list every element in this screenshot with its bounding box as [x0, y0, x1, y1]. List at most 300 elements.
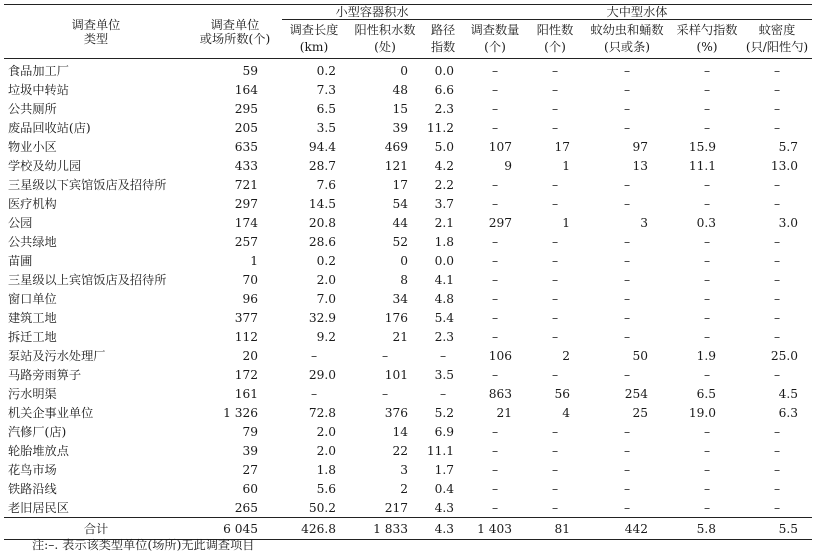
count-cell: 377 [234, 310, 258, 325]
water-count-cell: – [491, 500, 499, 515]
length-cell: 28.7 [308, 158, 336, 173]
length-cell: 32.9 [308, 310, 336, 325]
header-large-col [462, 20, 528, 59]
table-note: 注:–. 表示该类型单位(场所)无此调查项目 [32, 538, 255, 552]
table-body [4, 59, 812, 540]
count-cell: 27 [242, 462, 258, 477]
water-count-cell: – [491, 63, 499, 78]
header-large-col [582, 20, 672, 59]
header-col-text: 阳性积水数 (处) [354, 23, 416, 54]
header-small-col [282, 20, 346, 59]
positive-count-cell: – [551, 500, 559, 515]
count-cell: 70 [242, 272, 258, 287]
water-count-cell: 863 [488, 386, 512, 401]
length-cell: 28.6 [308, 234, 336, 249]
positive-water-cell: 376 [384, 405, 408, 420]
table-row [4, 99, 812, 118]
larva-count-cell: 3 [640, 215, 648, 230]
water-count-cell: – [491, 462, 499, 477]
table-row [4, 213, 812, 232]
mosquito-density-cell: – [773, 101, 781, 116]
larva-count-cell: – [623, 177, 631, 192]
positive-water-cell: 34 [392, 291, 408, 306]
length-cell: 2.0 [316, 272, 336, 287]
table-row [4, 403, 812, 422]
unit-type-cell: 马路旁雨箅子 [8, 367, 82, 382]
unit-type-cell: 机关企事业单位 [8, 405, 94, 420]
route-index-cell: 0.0 [434, 253, 454, 268]
count-cell: 721 [234, 177, 258, 192]
route-index-cell: 5.4 [434, 310, 454, 325]
positive-count-cell: 4 [562, 405, 570, 420]
unit-type-cell: 铁路沿线 [8, 481, 57, 496]
route-index-cell: – [439, 348, 447, 363]
mosquito-density-cell: – [773, 82, 781, 97]
mosquito-density-cell: – [773, 196, 781, 211]
table-row [4, 289, 812, 308]
water-count-cell: – [491, 120, 499, 135]
count-cell: 205 [234, 120, 258, 135]
water-count-cell: 21 [496, 405, 512, 420]
unit-type-cell: 合计 [4, 518, 188, 540]
unit-type-cell: 汽修厂(店) [8, 424, 67, 439]
length-cell: 2.0 [316, 443, 336, 458]
water-count-cell: 106 [488, 348, 512, 363]
positive-water-cell: 2 [400, 481, 408, 496]
length-cell: 0.2 [316, 63, 336, 78]
route-index-cell: 6.9 [434, 424, 454, 439]
water-count-cell: – [491, 443, 499, 458]
mosquito-density-cell: – [773, 291, 781, 306]
header-small-col [346, 20, 424, 59]
header-large-col [672, 20, 742, 59]
larva-count-cell: – [623, 196, 631, 211]
length-cell: 29.0 [308, 367, 336, 382]
water-count-cell: 297 [488, 215, 512, 230]
count-cell: 1 326 [223, 405, 258, 420]
length-cell: 50.2 [308, 500, 336, 515]
ladle-index-cell: – [703, 196, 711, 211]
water-count-cell: – [491, 82, 499, 97]
count-cell: 39 [242, 443, 258, 458]
route-index-cell: 5.0 [434, 139, 454, 154]
positive-water-cell: 3 [400, 462, 408, 477]
positive-water-cell: 217 [384, 500, 408, 515]
mosquito-density-cell: – [773, 329, 781, 344]
larva-count-cell: – [623, 462, 631, 477]
unit-type-cell: 物业小区 [8, 139, 57, 154]
water-count-cell: – [491, 101, 499, 116]
water-count-cell: – [491, 424, 499, 439]
header-col-text: 蚊幼虫和蛹数 (只或条) [590, 23, 664, 54]
unit-type-cell: 轮胎堆放点 [8, 443, 69, 458]
positive-count-cell: – [551, 234, 559, 249]
table-row [4, 479, 812, 498]
ladle-index-cell: – [703, 443, 711, 458]
header-col-text: 路径 指数 [430, 23, 456, 54]
mosquito-density-cell: – [773, 234, 781, 249]
water-count-cell: – [491, 253, 499, 268]
mosquito-density-cell: 5.5 [742, 518, 812, 540]
unit-type-cell: 食品加工厂 [8, 63, 69, 78]
ladle-index-cell: – [703, 272, 711, 287]
positive-count-cell: – [551, 177, 559, 192]
mosquito-density-cell: 6.3 [778, 405, 798, 420]
header-large-group: 大中型水体 [462, 5, 812, 20]
larva-count-cell: – [623, 329, 631, 344]
route-index-cell: 4.1 [434, 272, 454, 287]
positive-water-cell: 8 [400, 272, 408, 287]
count-cell: 20 [242, 348, 258, 363]
positive-count-cell: – [551, 462, 559, 477]
positive-count-cell: – [551, 82, 559, 97]
count-cell: 297 [234, 196, 258, 211]
positive-water-cell: 44 [392, 215, 408, 230]
table-row [4, 460, 812, 479]
larva-count-cell: – [623, 367, 631, 382]
table-row [4, 59, 812, 81]
positive-count-cell: – [551, 120, 559, 135]
larva-count-cell: – [623, 424, 631, 439]
route-index-cell: 3.5 [434, 367, 454, 382]
water-count-cell: 1 403 [462, 518, 528, 540]
positive-water-cell: 52 [392, 234, 408, 249]
positive-water-cell: 176 [384, 310, 408, 325]
water-count-cell: – [491, 367, 499, 382]
length-cell: 7.0 [316, 291, 336, 306]
ladle-index-cell: – [703, 329, 711, 344]
route-index-cell: 4.2 [434, 158, 454, 173]
mosquito-density-cell: 25.0 [770, 348, 798, 363]
mosquito-density-cell: – [773, 310, 781, 325]
mosquito-density-cell: – [773, 443, 781, 458]
ladle-index-cell: 19.0 [688, 405, 716, 420]
positive-water-cell: 121 [384, 158, 408, 173]
positive-water-cell: 21 [392, 329, 408, 344]
larva-count-cell: – [623, 101, 631, 116]
ladle-index-cell: – [703, 367, 711, 382]
count-cell: 433 [234, 158, 258, 173]
ladle-index-cell: – [703, 481, 711, 496]
route-index-cell: 11.1 [426, 443, 454, 458]
positive-water-cell: 17 [392, 177, 408, 192]
ladle-index-cell: 15.9 [688, 139, 716, 154]
length-cell: 2.0 [316, 424, 336, 439]
mosquito-density-cell: – [773, 424, 781, 439]
water-count-cell: – [491, 291, 499, 306]
larva-count-cell: – [623, 272, 631, 287]
header-large-col [742, 20, 812, 59]
larva-count-cell: – [623, 234, 631, 249]
larva-count-cell: – [623, 443, 631, 458]
table-row [4, 498, 812, 518]
route-index-cell: 0.4 [434, 481, 454, 496]
water-count-cell: 9 [504, 158, 512, 173]
ladle-index-cell: – [703, 424, 711, 439]
positive-water-cell: 101 [384, 367, 408, 382]
route-index-cell: 2.3 [434, 329, 454, 344]
water-count-cell: – [491, 234, 499, 249]
route-index-cell: 4.3 [434, 500, 454, 515]
larva-count-cell: 254 [624, 386, 648, 401]
count-cell: 172 [234, 367, 258, 382]
route-index-cell: 5.2 [434, 405, 454, 420]
ladle-index-cell: – [703, 63, 711, 78]
larva-count-cell: – [623, 500, 631, 515]
unit-type-cell: 医疗机构 [8, 196, 57, 211]
header-col-text: 调查数量 (个) [470, 23, 520, 54]
route-index-cell: 3.7 [434, 196, 454, 211]
count-cell: 6 045 [188, 518, 282, 540]
count-cell: 635 [234, 139, 258, 154]
route-index-cell: 2.2 [434, 177, 454, 192]
table-row [4, 308, 812, 327]
ladle-index-cell: 6.5 [696, 386, 716, 401]
positive-count-cell: – [551, 443, 559, 458]
water-count-cell: – [491, 272, 499, 287]
larva-count-cell: 442 [582, 518, 672, 540]
header-small-group: 小型容器积水 [282, 5, 462, 20]
length-cell: 72.8 [308, 405, 336, 420]
larva-count-cell: – [623, 63, 631, 78]
count-cell: 60 [242, 481, 258, 496]
mosquito-density-cell: – [773, 481, 781, 496]
header-col-text: 阳性数 (个) [536, 23, 574, 54]
positive-water-cell: 1 833 [346, 518, 424, 540]
mosquito-density-cell: – [773, 367, 781, 382]
larva-count-cell: – [623, 82, 631, 97]
larva-count-cell: 13 [632, 158, 648, 173]
table-row [4, 441, 812, 460]
table-row [4, 232, 812, 251]
survey-table [4, 4, 812, 540]
table-row [4, 422, 812, 441]
positive-count-cell: 17 [554, 139, 570, 154]
length-cell: 20.8 [308, 215, 336, 230]
ladle-index-cell: – [703, 253, 711, 268]
positive-count-cell: 81 [528, 518, 582, 540]
positive-water-cell: 14 [392, 424, 408, 439]
unit-type-cell: 公共厕所 [8, 101, 57, 116]
positive-count-cell: 2 [562, 348, 570, 363]
unit-type-cell: 公园 [8, 215, 33, 230]
mosquito-density-cell: – [773, 177, 781, 192]
larva-count-cell: 50 [632, 348, 648, 363]
table-row [4, 80, 812, 99]
larva-count-cell: – [623, 291, 631, 306]
mosquito-density-cell: – [773, 500, 781, 515]
unit-type-cell: 苗圃 [8, 253, 33, 268]
mosquito-density-cell: – [773, 272, 781, 287]
unit-type-cell: 废品回收站(店) [8, 120, 91, 135]
positive-count-cell: – [551, 291, 559, 306]
route-index-cell: 4.3 [424, 518, 462, 540]
count-cell: 265 [234, 500, 258, 515]
unit-type-cell: 垃圾中转站 [8, 82, 69, 97]
header-large-col [528, 20, 582, 59]
route-index-cell: 6.6 [434, 82, 454, 97]
positive-count-cell: – [551, 310, 559, 325]
mosquito-density-cell: 13.0 [770, 158, 798, 173]
mosquito-density-cell: – [773, 63, 781, 78]
positive-water-cell: 0 [400, 253, 408, 268]
positive-count-cell: – [551, 101, 559, 116]
ladle-index-cell: – [703, 291, 711, 306]
mosquito-density-cell: 5.7 [778, 139, 798, 154]
route-index-cell: 4.8 [434, 291, 454, 306]
length-cell: 14.5 [308, 196, 336, 211]
ladle-index-cell: – [703, 234, 711, 249]
positive-water-cell: 54 [392, 196, 408, 211]
route-index-cell: 1.8 [434, 234, 454, 249]
route-index-cell: 11.2 [426, 120, 454, 135]
header-count-text: 调查单位 或场所数(个) [199, 17, 271, 46]
unit-type-cell: 污水明渠 [8, 386, 57, 401]
positive-count-cell: – [551, 63, 559, 78]
larva-count-cell: – [623, 120, 631, 135]
positive-count-cell: – [551, 196, 559, 211]
larva-count-cell: 97 [632, 139, 648, 154]
positive-count-cell: – [551, 253, 559, 268]
positive-count-cell: – [551, 424, 559, 439]
mosquito-density-cell: – [773, 462, 781, 477]
larva-count-cell: – [623, 253, 631, 268]
larva-count-cell: – [623, 481, 631, 496]
header-small-col [424, 20, 462, 59]
ladle-index-cell: 0.3 [696, 215, 716, 230]
unit-type-cell: 老旧居民区 [8, 500, 69, 515]
length-cell: 7.3 [316, 82, 336, 97]
route-index-cell: – [439, 386, 447, 401]
header-unit-type [4, 5, 188, 59]
positive-water-cell: – [381, 348, 389, 363]
unit-type-cell: 三星级以下宾馆饭店及招待所 [8, 177, 167, 192]
mosquito-density-cell: – [773, 253, 781, 268]
length-cell: – [310, 386, 318, 401]
water-count-cell: – [491, 177, 499, 192]
ladle-index-cell: – [703, 310, 711, 325]
water-count-cell: – [491, 329, 499, 344]
count-cell: 257 [234, 234, 258, 249]
table-row [4, 365, 812, 384]
length-cell: 9.2 [316, 329, 336, 344]
count-cell: 295 [234, 101, 258, 116]
mosquito-density-cell: – [773, 120, 781, 135]
count-cell: 1 [250, 253, 258, 268]
positive-count-cell: – [551, 481, 559, 496]
ladle-index-cell: – [703, 462, 711, 477]
count-cell: 174 [234, 215, 258, 230]
positive-count-cell: 1 [562, 215, 570, 230]
positive-water-cell: 39 [392, 120, 408, 135]
positive-count-cell: – [551, 367, 559, 382]
table-header [4, 5, 812, 59]
route-index-cell: 0.0 [434, 63, 454, 78]
ladle-index-cell: – [703, 120, 711, 135]
unit-type-cell: 建筑工地 [8, 310, 57, 325]
mosquito-density-cell: 4.5 [778, 386, 798, 401]
unit-type-cell: 公共绿地 [8, 234, 57, 249]
length-cell: 94.4 [308, 139, 336, 154]
unit-type-cell: 三星级以上宾馆饭店及招待所 [8, 272, 167, 287]
positive-count-cell: – [551, 272, 559, 287]
count-cell: 112 [234, 329, 258, 344]
count-cell: 164 [234, 82, 258, 97]
unit-type-cell: 花鸟市场 [8, 462, 57, 477]
ladle-index-cell: 1.9 [696, 348, 716, 363]
table-row [4, 384, 812, 403]
mosquito-density-cell: 3.0 [778, 215, 798, 230]
unit-type-cell: 学校及幼儿园 [8, 158, 82, 173]
water-count-cell: – [491, 310, 499, 325]
length-cell: – [310, 348, 318, 363]
header-col-text: 蚊密度 (只/阳性勺) [745, 23, 809, 54]
length-cell: 0.2 [316, 253, 336, 268]
positive-water-cell: – [381, 386, 389, 401]
positive-water-cell: 15 [392, 101, 408, 116]
table-row [4, 270, 812, 289]
table-row [4, 156, 812, 175]
ladle-index-cell: – [703, 82, 711, 97]
header-col-text: 采样勺指数 (%) [676, 23, 738, 54]
count-cell: 96 [242, 291, 258, 306]
positive-count-cell: 56 [554, 386, 570, 401]
water-count-cell: 107 [488, 139, 512, 154]
ladle-index-cell: – [703, 500, 711, 515]
length-cell: 5.6 [316, 481, 336, 496]
length-cell: 426.8 [282, 518, 346, 540]
table-row [4, 327, 812, 346]
ladle-index-cell: – [703, 101, 711, 116]
positive-water-cell: 0 [400, 63, 408, 78]
table-row [4, 175, 812, 194]
count-cell: 79 [242, 424, 258, 439]
header-col-text: 调查长度 (km) [289, 23, 339, 54]
route-index-cell: 2.3 [434, 101, 454, 116]
route-index-cell: 2.1 [434, 215, 454, 230]
unit-type-cell: 窗口单位 [8, 291, 57, 306]
positive-water-cell: 469 [384, 139, 408, 154]
length-cell: 7.6 [316, 177, 336, 192]
positive-water-cell: 22 [392, 443, 408, 458]
length-cell: 1.8 [316, 462, 336, 477]
ladle-index-cell: 11.1 [688, 158, 716, 173]
table-row [4, 118, 812, 137]
header-count [188, 5, 282, 59]
length-cell: 6.5 [316, 101, 336, 116]
table-row [4, 251, 812, 270]
header-unit-type-text: 调查单位 类型 [71, 17, 121, 46]
larva-count-cell: – [623, 310, 631, 325]
ladle-index-cell: – [703, 177, 711, 192]
ladle-index-cell: 5.8 [672, 518, 742, 540]
table-row [4, 346, 812, 365]
positive-count-cell: 1 [562, 158, 570, 173]
water-count-cell: – [491, 196, 499, 211]
unit-type-cell: 泵站及污水处理厂 [8, 348, 106, 363]
positive-water-cell: 48 [392, 82, 408, 97]
positive-count-cell: – [551, 329, 559, 344]
table-row [4, 194, 812, 213]
water-count-cell: – [491, 481, 499, 496]
count-cell: 59 [242, 63, 258, 78]
count-cell: 161 [234, 386, 258, 401]
table-row [4, 137, 812, 156]
larva-count-cell: 25 [632, 405, 648, 420]
unit-type-cell: 拆迁工地 [8, 329, 57, 344]
length-cell: 3.5 [316, 120, 336, 135]
route-index-cell: 1.7 [434, 462, 454, 477]
